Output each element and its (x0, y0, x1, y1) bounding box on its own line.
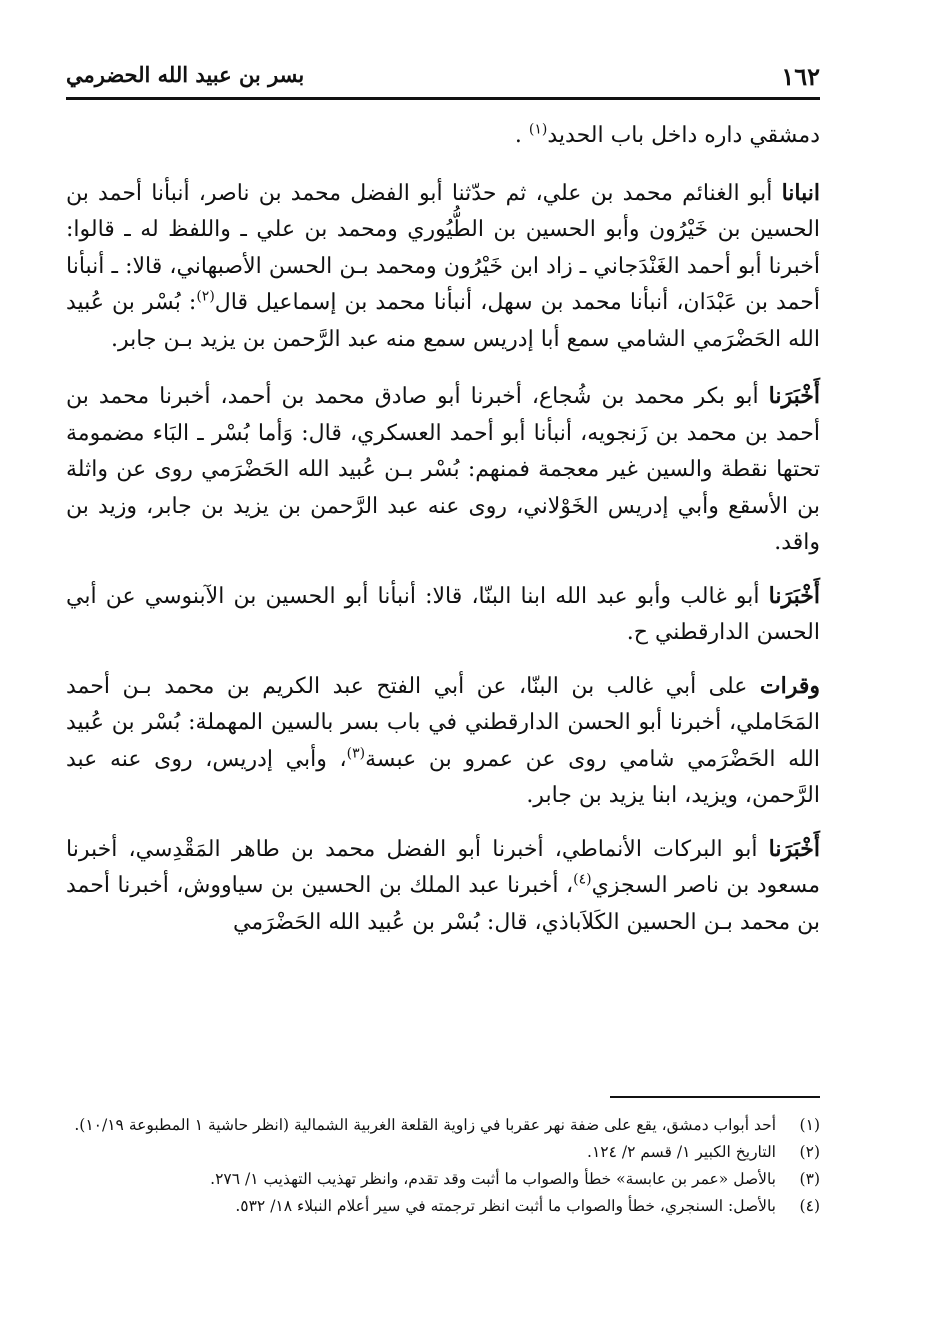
paragraph-tail: ، أخبرنا عبد الملك بن الحسين بن سياووش، أخبرنا أحمد بن محمد بـن الحسين الكَلاَباذي، قال: بُسْر بن عُبيد الله الحَضْرَمي (66, 873, 820, 935)
paragraph-text: أبو الغنائم محمد بن علي، ثم حدّثنا أبو الفضل محمد بن ناصر، أنبأنا أحمد بن الحسين بن خَيْرُون وأبو الحسين بن الطُّيُوري ومحمد بن علي ـ واللفظ له ـ قالوا: أخبرنا أبو أحمد الغَنْدَجاني ـ زاد ابن خَيْرُون ومحمد بـن الحسن الأصبهاني، قالا: ـ أنبأنا أحمد بن عَبْدَان، أنبأنا محمد بن سهل، أنبأنا محمد بن إسماعيل قال (66, 180, 820, 315)
footnote-number: (٣) (799, 1170, 820, 1188)
footnote-3 (66, 1166, 820, 1193)
footnote-marker: (٣) (346, 745, 366, 762)
footnote-text: بالأصل «عمر بن عابسة» خطأ والصواب ما أثبت وقد تقدم، وانظر تهذيب التهذيب ١/ ٢٧٦. (210, 1170, 776, 1188)
footnotes (66, 1112, 820, 1220)
paragraph-2 (66, 175, 820, 359)
paragraph-3 (66, 378, 820, 562)
main-text (66, 118, 820, 941)
footnote-number: (١) (799, 1116, 820, 1134)
footnote-4 (66, 1193, 820, 1220)
paragraph-text: على أبي غالب بن البنّا، عن أبي الفتح عبد الكريم بن محمد بـن أحمد المَحَاملي، أخبرنا أبو الحسن الدارقطني في باب بسر بالسين المهملة: بُسْر بن عُبيد الله الحَضْرَمي شامي روى عن عمرو بن عبسة (66, 673, 820, 772)
paragraph-keyword: أَخْبَرَنا (768, 582, 820, 609)
paragraph-text: دمشقي داره داخل باب الحديد (547, 123, 820, 148)
paragraph-keyword: وقرات (759, 672, 820, 699)
running-title: بسر بن عبيد الله الحضرمي (66, 62, 305, 87)
footnote-number: (٢) (799, 1143, 820, 1161)
paragraph-text: أبو البركات الأنماطي، أخبرنا أبو الفضل محمد بن طاهر المَقْدِسي، أخبرنا مسعود بن ناصر السجزي (66, 836, 820, 898)
footnote-marker: (١) (528, 121, 548, 138)
paragraph-tail: . (514, 123, 529, 148)
paragraph-text: أبو بكر محمد بن شُجاع، أخبرنا أبو صادق محمد بن أحمد، أخبرنا محمد بن أحمد بن محمد بن زَنجويه، أنبأنا أبو أحمد العسكري، قال: وَأما بُسْر ـ البَاء مضمومة تحتها نقطة والسين غير معجمة فمنهم: بُسْر بـن عُبيد الله الحَضْرَمي روى عن واثلة بن الأسقع وأبي إدريس الخَوْلاني، روى عنه عبد الرَّحمن بن يزيد بن جابر، وزيد بن واقد. (66, 384, 820, 555)
footnote-text: أحد أبواب دمشق، يقع على ضفة نهر عقربا في زاوية القلعة الغربية الشمالية (انظر حاشية ١ المطبوعة ١٠/١٩). (74, 1116, 776, 1134)
footnote-text: التاريخ الكبير ١/ قسم ٢/ ١٢٤. (587, 1143, 776, 1161)
paragraph-5 (66, 668, 820, 815)
paragraph-tail: ، وأبي إدريس، روى عنه عبد الرَّحمن، ويزيد، ابنا يزيد بن جابر. (66, 746, 820, 808)
footnote-1 (66, 1112, 820, 1139)
paragraph-keyword: أَخْبَرَنا (768, 835, 820, 862)
footnote-marker: (٢) (196, 288, 215, 305)
footnote-rule (610, 1096, 820, 1098)
paragraph-1 (66, 118, 820, 155)
paragraph-4 (66, 578, 820, 652)
footnote-2 (66, 1139, 820, 1166)
paragraph-keyword: أَخْبَرَنا (768, 383, 820, 409)
running-header (66, 60, 820, 100)
page-number: ١٦٢ (781, 62, 820, 91)
paragraph-text: أبو غالب وأبو عبد الله ابنا البنّا، قالا: أنبأنا أبو الحسين بن الآبنوسي عن أبي الحسن الدارقطني ح. (66, 583, 820, 645)
footnote-text: بالأصل: السنجري، خطأ والصواب ما أثبت انظر ترجمته في سير أعلام النبلاء ١٨/ ٥٣٢. (235, 1197, 776, 1215)
footnote-number: (٤) (799, 1197, 820, 1215)
footnote-marker: (٤) (573, 871, 592, 888)
paragraph-6 (66, 831, 820, 942)
header-rule (66, 97, 820, 100)
paragraph-keyword: انبانا (781, 179, 820, 206)
paragraph-tail: : بُسْر بن عُبيد الله الحَضْرَمي الشامي سمع أبا إدريس سمع منه عبد الرَّحمن بن يزيد بـن جابر. (66, 290, 820, 352)
